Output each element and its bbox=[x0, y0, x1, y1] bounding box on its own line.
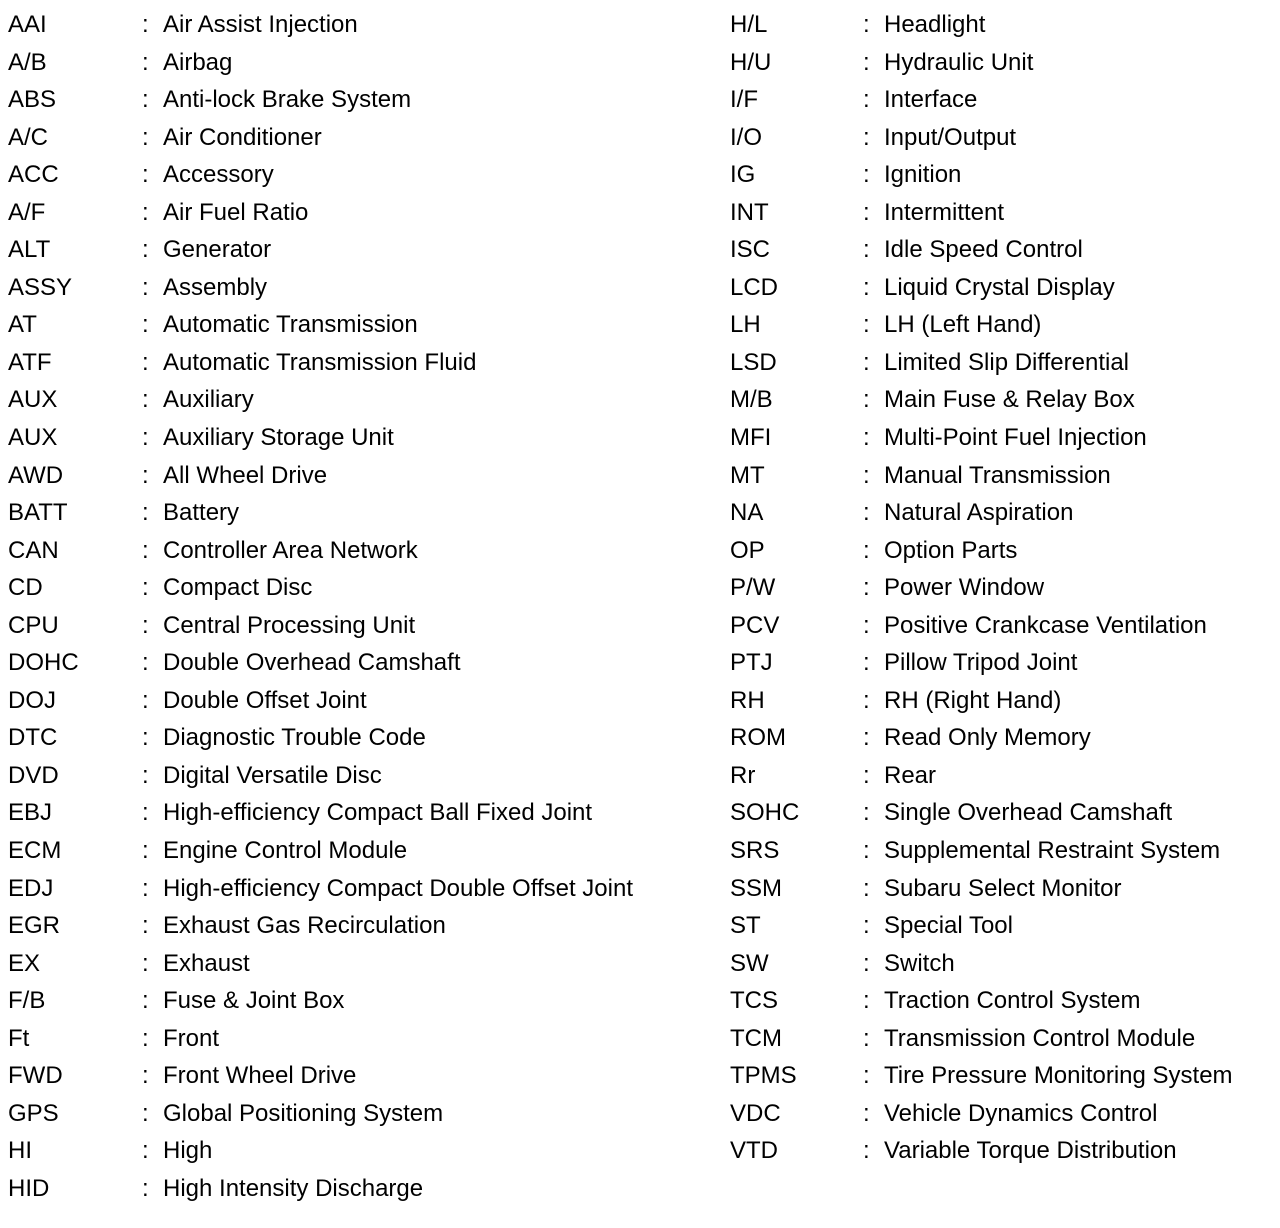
glossary-row bbox=[730, 1020, 1275, 1058]
abbreviation: TCM bbox=[730, 1024, 782, 1052]
separator-colon: : bbox=[863, 874, 870, 902]
abbreviation: I/F bbox=[730, 86, 758, 114]
abbreviation: SSM bbox=[730, 874, 783, 902]
definition: Global Positioning System bbox=[163, 1099, 444, 1127]
definition: Air Conditioner bbox=[163, 123, 322, 151]
glossary-row bbox=[8, 381, 708, 419]
glossary-row bbox=[730, 119, 1275, 157]
definition: Auxiliary bbox=[163, 386, 254, 414]
definition: Hydraulic Unit bbox=[884, 48, 1034, 76]
definition: Transmission Control Module bbox=[884, 1024, 1196, 1052]
separator-colon: : bbox=[863, 48, 870, 76]
definition: Engine Control Module bbox=[163, 837, 408, 865]
abbreviation: ALT bbox=[8, 236, 51, 264]
glossary-row bbox=[8, 6, 708, 44]
glossary-row bbox=[730, 832, 1275, 870]
glossary-row bbox=[8, 532, 708, 570]
abbreviation: AT bbox=[8, 311, 37, 339]
abbreviation: CAN bbox=[8, 536, 59, 564]
separator-colon: : bbox=[863, 536, 870, 564]
glossary-row bbox=[8, 44, 708, 82]
definition: Controller Area Network bbox=[163, 536, 418, 564]
definition: High Intensity Discharge bbox=[163, 1174, 424, 1202]
glossary-row bbox=[730, 1132, 1275, 1170]
definition: Digital Versatile Disc bbox=[163, 761, 382, 789]
separator-colon: : bbox=[142, 48, 149, 76]
abbreviation: HI bbox=[8, 1137, 32, 1165]
abbreviation: RH bbox=[730, 686, 765, 714]
separator-colon: : bbox=[142, 686, 149, 714]
separator-colon: : bbox=[142, 236, 149, 264]
abbreviation: ACC bbox=[8, 161, 59, 189]
definition: Ignition bbox=[884, 161, 962, 189]
definition: Variable Torque Distribution bbox=[884, 1137, 1177, 1165]
glossary-row bbox=[730, 44, 1275, 82]
separator-colon: : bbox=[863, 761, 870, 789]
definition: LH (Left Hand) bbox=[884, 311, 1042, 339]
definition: Air Assist Injection bbox=[163, 11, 358, 38]
separator-colon: : bbox=[863, 311, 870, 339]
glossary-row bbox=[8, 269, 708, 307]
definition: Double Offset Joint bbox=[163, 686, 367, 714]
separator-colon: : bbox=[142, 724, 149, 752]
abbreviation: P/W bbox=[730, 574, 776, 602]
separator-colon: : bbox=[142, 611, 149, 639]
abbreviation: MFI bbox=[730, 424, 772, 452]
glossary-row bbox=[730, 532, 1275, 570]
definition: Limited Slip Differential bbox=[884, 348, 1130, 376]
separator-colon: : bbox=[863, 724, 870, 752]
glossary-row bbox=[8, 832, 708, 870]
abbreviation: MT bbox=[730, 461, 765, 489]
separator-colon: : bbox=[863, 161, 870, 189]
glossary-row bbox=[8, 907, 708, 945]
separator-colon: : bbox=[142, 499, 149, 527]
separator-colon: : bbox=[863, 123, 870, 151]
abbreviation: NA bbox=[730, 499, 764, 527]
separator-colon: : bbox=[863, 1062, 870, 1090]
glossary-row bbox=[730, 644, 1275, 682]
glossary-row bbox=[8, 1132, 708, 1170]
definition: Intermittent bbox=[884, 198, 1005, 226]
definition: Interface bbox=[884, 86, 978, 114]
abbreviation: DOHC bbox=[8, 649, 79, 677]
separator-colon: : bbox=[863, 1099, 870, 1127]
separator-colon: : bbox=[863, 236, 870, 264]
abbreviation: PCV bbox=[730, 611, 780, 639]
glossary-row bbox=[730, 457, 1275, 495]
separator-colon: : bbox=[863, 499, 870, 527]
glossary-row bbox=[8, 419, 708, 457]
definition: Multi-Point Fuel Injection bbox=[884, 424, 1147, 452]
glossary-row bbox=[8, 757, 708, 795]
separator-colon: : bbox=[863, 1137, 870, 1165]
glossary-row bbox=[730, 719, 1275, 757]
glossary-row bbox=[730, 870, 1275, 908]
abbreviation: ROM bbox=[730, 724, 786, 752]
abbreviation: AAI bbox=[8, 11, 47, 38]
separator-colon: : bbox=[863, 611, 870, 639]
abbreviation: EBJ bbox=[8, 799, 53, 827]
abbreviation: DTC bbox=[8, 724, 58, 752]
abbreviation: SW bbox=[730, 949, 769, 977]
glossary-row bbox=[730, 607, 1275, 645]
glossary-row bbox=[730, 982, 1275, 1020]
glossary-row bbox=[8, 682, 708, 720]
glossary-row bbox=[8, 1057, 708, 1095]
abbreviation: A/C bbox=[8, 123, 49, 151]
definition: High-efficiency Compact Ball Fixed Joint bbox=[163, 799, 593, 827]
separator-colon: : bbox=[142, 461, 149, 489]
glossary-row bbox=[8, 231, 708, 269]
glossary-row bbox=[8, 457, 708, 495]
definition: Single Overhead Camshaft bbox=[884, 799, 1173, 827]
glossary-row bbox=[8, 1095, 708, 1133]
definition: Battery bbox=[163, 499, 240, 527]
abbreviation: M/B bbox=[730, 386, 773, 414]
glossary-row bbox=[8, 607, 708, 645]
definition: Assembly bbox=[163, 273, 268, 301]
definition: Rear bbox=[884, 761, 937, 789]
definition: Generator bbox=[163, 236, 272, 264]
separator-colon: : bbox=[863, 461, 870, 489]
glossary-column-right bbox=[730, 6, 1275, 1170]
glossary-row bbox=[730, 381, 1275, 419]
separator-colon: : bbox=[863, 949, 870, 977]
glossary-row bbox=[8, 719, 708, 757]
abbreviation: CPU bbox=[8, 611, 59, 639]
glossary-row bbox=[730, 682, 1275, 720]
separator-colon: : bbox=[863, 987, 870, 1015]
abbreviation: Ft bbox=[8, 1024, 30, 1052]
abbreviation: A/B bbox=[8, 48, 47, 76]
definition: Diagnostic Trouble Code bbox=[163, 724, 426, 752]
separator-colon: : bbox=[142, 761, 149, 789]
definition: Special Tool bbox=[884, 912, 1013, 940]
definition: Main Fuse & Relay Box bbox=[884, 386, 1135, 414]
abbreviation: ATF bbox=[8, 348, 52, 376]
separator-colon: : bbox=[142, 86, 149, 114]
separator-colon: : bbox=[863, 198, 870, 226]
separator-colon: : bbox=[142, 198, 149, 226]
definition: Natural Aspiration bbox=[884, 499, 1074, 527]
definition: Fuse & Joint Box bbox=[163, 987, 345, 1015]
abbreviation: EGR bbox=[8, 912, 61, 940]
glossary-row bbox=[730, 194, 1275, 232]
definition: Auxiliary Storage Unit bbox=[163, 424, 394, 452]
separator-colon: : bbox=[142, 949, 149, 977]
separator-colon: : bbox=[863, 837, 870, 865]
glossary-row bbox=[730, 306, 1275, 344]
abbreviation: INT bbox=[730, 198, 769, 226]
separator-colon: : bbox=[142, 1062, 149, 1090]
separator-colon: : bbox=[863, 273, 870, 301]
abbreviation: AUX bbox=[8, 386, 58, 414]
glossary-row bbox=[8, 344, 708, 382]
separator-colon: : bbox=[142, 161, 149, 189]
glossary-row bbox=[8, 156, 708, 194]
glossary-row bbox=[8, 1020, 708, 1058]
definition: Air Fuel Ratio bbox=[163, 198, 309, 226]
definition: Option Parts bbox=[884, 536, 1018, 564]
definition: Read Only Memory bbox=[884, 724, 1091, 752]
definition: Exhaust Gas Recirculation bbox=[163, 912, 446, 940]
definition: High bbox=[163, 1137, 213, 1165]
glossary-row bbox=[8, 945, 708, 983]
glossary-row bbox=[8, 81, 708, 119]
definition: Input/Output bbox=[884, 123, 1017, 151]
glossary-row bbox=[730, 344, 1275, 382]
abbreviation: FWD bbox=[8, 1062, 63, 1090]
abbreviation: DVD bbox=[8, 761, 59, 789]
abbreviation: ST bbox=[730, 912, 761, 940]
abbreviation: IG bbox=[730, 161, 756, 189]
separator-colon: : bbox=[142, 912, 149, 940]
definition: Airbag bbox=[163, 48, 233, 76]
separator-colon: : bbox=[863, 574, 870, 602]
glossary-row bbox=[730, 269, 1275, 307]
glossary-row bbox=[8, 119, 708, 157]
definition: Positive Crankcase Ventilation bbox=[884, 611, 1207, 639]
glossary-column-left bbox=[8, 6, 708, 1208]
abbreviation: VDC bbox=[730, 1099, 781, 1127]
separator-colon: : bbox=[142, 987, 149, 1015]
abbreviation: AWD bbox=[8, 461, 64, 489]
glossary-row bbox=[730, 569, 1275, 607]
abbreviation: VTD bbox=[730, 1137, 778, 1165]
abbreviation: ABS bbox=[8, 86, 57, 114]
glossary-row bbox=[8, 794, 708, 832]
definition: Subaru Select Monitor bbox=[884, 874, 1122, 902]
definition: Supplemental Restraint System bbox=[884, 837, 1221, 865]
separator-colon: : bbox=[863, 799, 870, 827]
definition: All Wheel Drive bbox=[163, 461, 328, 489]
separator-colon: : bbox=[863, 686, 870, 714]
separator-colon: : bbox=[863, 649, 870, 677]
separator-colon: : bbox=[142, 649, 149, 677]
definition: Automatic Transmission bbox=[163, 311, 418, 339]
glossary-row bbox=[8, 194, 708, 232]
separator-colon: : bbox=[142, 574, 149, 602]
abbreviation: HID bbox=[8, 1174, 50, 1202]
separator-colon: : bbox=[863, 86, 870, 114]
definition: Automatic Transmission Fluid bbox=[163, 348, 477, 376]
glossary-row bbox=[730, 1095, 1275, 1133]
separator-colon: : bbox=[863, 11, 870, 38]
abbreviation-glossary bbox=[0, 6, 1280, 1228]
definition: RH (Right Hand) bbox=[884, 686, 1062, 714]
abbreviation: EDJ bbox=[8, 874, 54, 902]
glossary-row bbox=[730, 6, 1275, 44]
glossary-row bbox=[730, 945, 1275, 983]
abbreviation: EX bbox=[8, 949, 41, 977]
glossary-row bbox=[8, 1170, 708, 1208]
abbreviation: ECM bbox=[8, 837, 62, 865]
abbreviation: TCS bbox=[730, 987, 778, 1015]
separator-colon: : bbox=[142, 799, 149, 827]
glossary-row bbox=[730, 794, 1275, 832]
definition: Accessory bbox=[163, 161, 274, 189]
separator-colon: : bbox=[142, 874, 149, 902]
separator-colon: : bbox=[142, 536, 149, 564]
glossary-row bbox=[730, 494, 1275, 532]
definition: Anti-lock Brake System bbox=[163, 86, 412, 114]
glossary-row bbox=[730, 907, 1275, 945]
separator-colon: : bbox=[142, 424, 149, 452]
abbreviation: H/U bbox=[730, 48, 772, 76]
definition: Power Window bbox=[884, 574, 1045, 602]
definition: Compact Disc bbox=[163, 574, 313, 602]
abbreviation: LCD bbox=[730, 273, 779, 301]
abbreviation: SOHC bbox=[730, 799, 800, 827]
separator-colon: : bbox=[142, 1137, 149, 1165]
separator-colon: : bbox=[142, 1174, 149, 1202]
abbreviation: CD bbox=[8, 574, 43, 602]
glossary-row bbox=[8, 306, 708, 344]
glossary-row bbox=[730, 231, 1275, 269]
abbreviation: SRS bbox=[730, 837, 780, 865]
separator-colon: : bbox=[142, 1099, 149, 1127]
abbreviation: LH bbox=[730, 311, 761, 339]
abbreviation: BATT bbox=[8, 499, 68, 527]
glossary-row bbox=[730, 156, 1275, 194]
abbreviation: A/F bbox=[8, 198, 46, 226]
definition: Exhaust bbox=[163, 949, 250, 977]
separator-colon: : bbox=[142, 837, 149, 865]
separator-colon: : bbox=[863, 424, 870, 452]
glossary-row bbox=[730, 757, 1275, 795]
definition: Tire Pressure Monitoring System bbox=[884, 1062, 1233, 1090]
abbreviation: I/O bbox=[730, 123, 763, 151]
separator-colon: : bbox=[142, 273, 149, 301]
separator-colon: : bbox=[142, 1024, 149, 1052]
separator-colon: : bbox=[142, 386, 149, 414]
glossary-row bbox=[8, 982, 708, 1020]
definition: Headlight bbox=[884, 11, 986, 38]
separator-colon: : bbox=[142, 11, 149, 38]
abbreviation: ISC bbox=[730, 236, 771, 264]
abbreviation: PTJ bbox=[730, 649, 773, 677]
definition: Traction Control System bbox=[884, 987, 1141, 1015]
separator-colon: : bbox=[142, 348, 149, 376]
definition: Central Processing Unit bbox=[163, 611, 416, 639]
abbreviation: ASSY bbox=[8, 273, 73, 301]
definition: Manual Transmission bbox=[884, 461, 1111, 489]
definition: Idle Speed Control bbox=[884, 236, 1083, 264]
abbreviation: H/L bbox=[730, 11, 768, 38]
abbreviation: F/B bbox=[8, 987, 46, 1015]
abbreviation: TPMS bbox=[730, 1062, 797, 1090]
abbreviation: Rr bbox=[730, 761, 756, 789]
definition: Double Overhead Camshaft bbox=[163, 649, 461, 677]
glossary-row bbox=[8, 569, 708, 607]
definition: Pillow Tripod Joint bbox=[884, 649, 1078, 677]
separator-colon: : bbox=[863, 348, 870, 376]
definition: High-efficiency Compact Double Offset Joint bbox=[163, 874, 634, 902]
glossary-row bbox=[8, 494, 708, 532]
glossary-row bbox=[730, 1057, 1275, 1095]
separator-colon: : bbox=[863, 912, 870, 940]
abbreviation: OP bbox=[730, 536, 765, 564]
abbreviation: AUX bbox=[8, 424, 58, 452]
glossary-row bbox=[8, 870, 708, 908]
definition: Liquid Crystal Display bbox=[884, 273, 1115, 301]
glossary-row bbox=[8, 644, 708, 682]
separator-colon: : bbox=[863, 1024, 870, 1052]
definition: Vehicle Dynamics Control bbox=[884, 1099, 1158, 1127]
abbreviation: LSD bbox=[730, 348, 777, 376]
abbreviation: GPS bbox=[8, 1099, 59, 1127]
separator-colon: : bbox=[142, 123, 149, 151]
definition: Front bbox=[163, 1024, 220, 1052]
separator-colon: : bbox=[142, 311, 149, 339]
definition: Switch bbox=[884, 949, 955, 977]
definition: Front Wheel Drive bbox=[163, 1062, 357, 1090]
abbreviation: DOJ bbox=[8, 686, 56, 714]
separator-colon: : bbox=[863, 386, 870, 414]
glossary-row bbox=[730, 81, 1275, 119]
glossary-row bbox=[730, 419, 1275, 457]
